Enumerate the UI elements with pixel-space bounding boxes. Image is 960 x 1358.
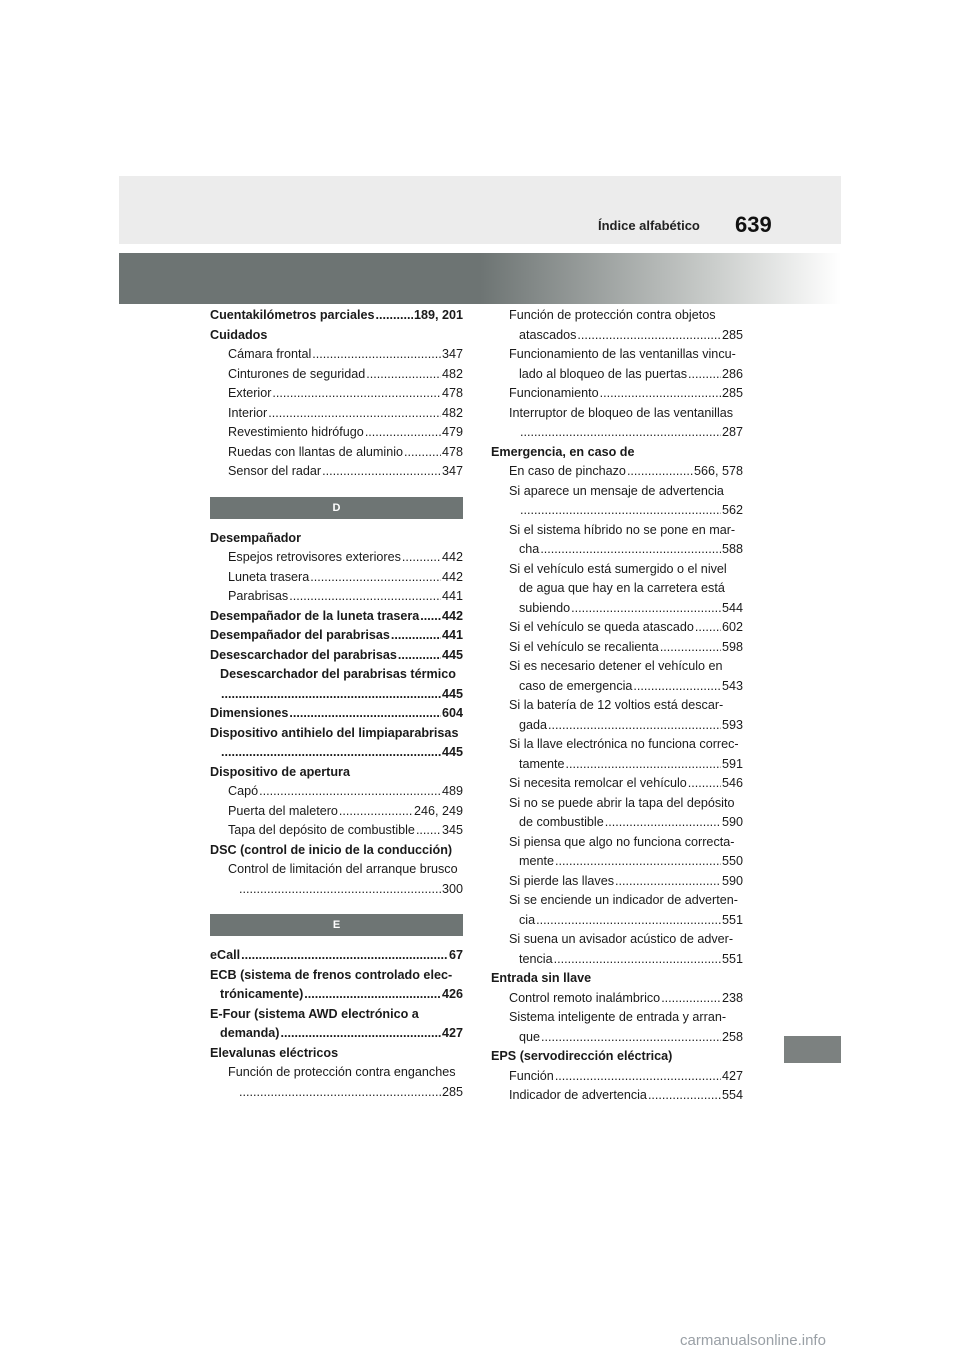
page-reference: 602 xyxy=(721,620,743,634)
entry-text: tamente xyxy=(519,756,565,771)
index-subentry xyxy=(491,911,743,931)
entry-text: Sensor del radar xyxy=(228,464,322,478)
entry-text: Funcionamiento de las ventanillas vincu- xyxy=(509,347,736,361)
dot-leader xyxy=(520,423,721,443)
index-entry xyxy=(210,1024,463,1044)
entry-text: Ruedas con llantas de aluminio xyxy=(228,444,404,459)
page-reference: 285 xyxy=(721,386,743,400)
entry-text: Cuidados xyxy=(210,327,268,342)
index-entry xyxy=(210,985,463,1005)
dot-leader xyxy=(536,911,721,931)
page-reference: 300 xyxy=(441,881,463,896)
index-entry xyxy=(210,665,463,685)
page-reference: 546 xyxy=(721,776,743,790)
entry-text: lado al bloqueo de las puertas xyxy=(519,366,688,381)
dot-leader xyxy=(398,646,441,666)
page-reference: 604 xyxy=(441,706,463,720)
entry-text: En caso de pinchazo xyxy=(509,464,626,478)
entry-text: Puerta del maletero xyxy=(228,803,338,818)
page-reference: 287 xyxy=(721,425,743,439)
index-subentry xyxy=(491,501,743,521)
entry-text: Interruptor de bloqueo de las ventanillas xyxy=(509,405,734,420)
entry-text: Si se enciende un indicador de adverten- xyxy=(509,893,738,907)
section-title: Índice alfabético xyxy=(598,218,700,233)
page-reference: 285 xyxy=(441,1084,463,1099)
entry-text: Indicador de advertencia xyxy=(509,1088,647,1102)
dot-leader xyxy=(310,568,441,588)
entry-text: Si piensa que algo no funciona correcta- xyxy=(509,834,735,849)
dot-leader xyxy=(366,365,441,385)
index-entry xyxy=(491,1047,743,1067)
index-subentry xyxy=(491,482,743,502)
entry-text: Función de protección contra enganches xyxy=(228,1065,456,1079)
page-reference: 543 xyxy=(721,678,743,693)
letter-heading: E xyxy=(210,914,463,936)
entry-text: Tapa del depósito de combustible xyxy=(228,823,415,837)
entry-text: tencia xyxy=(519,951,553,966)
dot-leader xyxy=(695,618,721,638)
page-number: 639 xyxy=(735,212,772,237)
entry-text: de combustible xyxy=(519,815,604,829)
entry-text: Elevalunas eléctricos xyxy=(210,1045,339,1060)
dot-leader xyxy=(312,345,441,365)
entry-text: Desempañador del parabrisas xyxy=(210,628,390,642)
dot-leader xyxy=(605,813,721,833)
page-reference: 445 xyxy=(441,647,463,662)
dot-leader xyxy=(541,1028,721,1048)
header-bar xyxy=(119,176,841,244)
index-entry xyxy=(210,306,463,326)
page-reference: 590 xyxy=(721,815,743,829)
page-reference: 285 xyxy=(721,327,743,342)
index-subentry xyxy=(210,404,463,424)
entry-text: Interior xyxy=(228,405,268,420)
index-subentry xyxy=(491,930,743,950)
dot-leader xyxy=(420,607,441,627)
page-reference: 478 xyxy=(441,386,463,400)
index-subentry xyxy=(491,794,743,814)
index-subentry xyxy=(210,345,463,365)
page-reference: 427 xyxy=(721,1068,743,1083)
dot-leader xyxy=(365,423,441,443)
dot-leader xyxy=(221,685,441,705)
entry-text: ECB (sistema de frenos controlado elec- xyxy=(210,967,453,982)
page-reference: 551 xyxy=(721,912,743,927)
entry-text: Si el vehículo se queda atascado xyxy=(509,620,694,634)
dot-leader xyxy=(404,443,441,463)
index-subentry xyxy=(491,1008,743,1028)
dot-leader xyxy=(402,548,441,568)
entry-text: Desescarchador del parabrisas térmico xyxy=(220,667,456,681)
index-subentry xyxy=(491,521,743,541)
index-subentry xyxy=(210,423,463,443)
entry-text: trónicamente) xyxy=(220,987,304,1001)
entry-text: Dimensiones xyxy=(210,706,289,720)
dot-leader xyxy=(555,1067,721,1087)
index-subentry xyxy=(210,880,463,900)
dot-leader xyxy=(259,782,441,802)
dot-leader xyxy=(660,638,721,658)
entry-text: Control de limitación del arranque brusco xyxy=(228,862,458,876)
dot-leader xyxy=(221,743,441,763)
entry-text: Si necesita remolcar el vehículo xyxy=(509,776,687,790)
index-entry xyxy=(210,646,463,666)
index-column-right xyxy=(491,306,743,1106)
page-reference: 489 xyxy=(441,784,463,798)
index-subentry xyxy=(491,404,743,424)
dot-leader xyxy=(540,540,721,560)
page-reference: 238 xyxy=(721,990,743,1005)
page-reference: 544 xyxy=(721,600,743,615)
page-reference: 441 xyxy=(441,628,463,642)
entry-text: de agua que hay en la carretera está xyxy=(519,581,725,595)
dot-leader xyxy=(661,989,721,1009)
page-reference: 189, 201 xyxy=(413,308,463,322)
page-reference: 566, 578 xyxy=(693,464,743,478)
index-subentry xyxy=(210,1063,463,1083)
entry-text: Capó xyxy=(228,784,259,798)
entry-text: Control remoto inalámbrico xyxy=(509,990,661,1005)
index-subentry xyxy=(491,365,743,385)
entry-text: E-Four (sistema AWD electrónico a xyxy=(210,1006,419,1021)
index-column-left xyxy=(210,306,463,1102)
index-entry xyxy=(210,1005,463,1025)
entry-text: Si es necesario detener el vehículo en xyxy=(509,659,723,673)
dot-leader xyxy=(627,462,693,482)
page-reference: 286 xyxy=(721,366,743,381)
entry-text: Dispositivo antihielo del limpiaparabrisas xyxy=(210,725,459,740)
watermark: carmanualsonline.info xyxy=(680,1332,826,1349)
index-entry xyxy=(491,969,743,989)
index-subentry xyxy=(210,384,463,404)
dot-leader xyxy=(566,755,721,775)
index-subentry xyxy=(491,813,743,833)
dot-leader xyxy=(633,677,721,697)
page-reference: 445 xyxy=(441,686,463,701)
page-reference: 591 xyxy=(721,756,743,771)
index-subentry xyxy=(210,587,463,607)
entry-text: Parabrisas xyxy=(228,589,289,603)
dot-leader xyxy=(615,872,721,892)
dot-leader xyxy=(688,365,721,385)
page-reference: 478 xyxy=(441,444,463,459)
dot-leader xyxy=(577,326,721,346)
dot-leader xyxy=(241,946,448,966)
entry-text: Cuentakilómetros parciales xyxy=(210,308,375,322)
entry-text: Si suena un avisador acústico de adver- xyxy=(509,932,734,946)
entry-text: Desempañador xyxy=(210,530,301,545)
dot-leader xyxy=(304,985,441,1005)
entry-text: demanda) xyxy=(220,1026,280,1040)
index-subentry xyxy=(491,852,743,872)
dot-leader xyxy=(322,462,441,482)
dot-leader xyxy=(239,880,441,900)
index-subentry xyxy=(491,638,743,658)
entry-text: Revestimiento hidrófugo xyxy=(228,425,364,439)
entry-text: Cinturones de seguridad xyxy=(228,366,366,381)
entry-text: caso de emergencia xyxy=(519,678,633,693)
dot-leader xyxy=(272,384,441,404)
entry-text: Si la llave electrónica no funciona correc- xyxy=(509,737,739,751)
dot-leader xyxy=(268,404,441,424)
page-reference: 67 xyxy=(448,948,463,962)
entry-text: DSC (control de inicio de la conducción) xyxy=(210,842,453,857)
entry-text: Desempañador de la luneta trasera xyxy=(210,608,420,623)
index-subentry xyxy=(491,677,743,697)
index-subentry xyxy=(210,860,463,880)
index-subentry xyxy=(210,782,463,802)
dot-leader xyxy=(548,716,721,736)
index-subentry xyxy=(210,443,463,463)
index-entry xyxy=(210,704,463,724)
entry-text: gada xyxy=(519,717,548,732)
index-subentry xyxy=(491,657,743,677)
page-reference: 427 xyxy=(441,1026,463,1040)
index-entry xyxy=(210,966,463,986)
index-subentry xyxy=(491,560,743,580)
entry-text: Si pierde las llaves xyxy=(509,873,614,888)
index-subentry xyxy=(491,326,743,346)
entry-text: cia xyxy=(519,912,536,927)
index-subentry xyxy=(491,1028,743,1048)
index-subentry xyxy=(210,365,463,385)
index-subentry xyxy=(491,716,743,736)
dot-leader xyxy=(520,501,721,521)
index-subentry xyxy=(210,802,463,822)
index-entry xyxy=(210,724,463,744)
index-entry xyxy=(210,529,463,549)
entry-text: Sistema inteligente de entrada y arran- xyxy=(509,1010,727,1024)
dot-leader xyxy=(280,1024,441,1044)
page-reference: 482 xyxy=(441,366,463,381)
entry-text: EPS (servodirección eléctrica) xyxy=(491,1049,673,1063)
index-entry xyxy=(210,841,463,861)
index-subentry xyxy=(491,462,743,482)
index-subentry xyxy=(491,696,743,716)
entry-text: Luneta trasera xyxy=(228,569,310,584)
dot-leader xyxy=(339,802,413,822)
index-subentry xyxy=(491,950,743,970)
page-reference: 479 xyxy=(441,425,463,439)
dot-leader xyxy=(600,384,721,404)
index-subentry xyxy=(491,306,743,326)
dot-leader xyxy=(555,852,721,872)
index-subentry xyxy=(491,774,743,794)
header-gradient-band xyxy=(119,253,841,304)
entry-text: Si aparece un mensaje de advertencia xyxy=(509,483,724,498)
dot-leader xyxy=(554,950,721,970)
index-subentry xyxy=(210,548,463,568)
index-subentry xyxy=(491,540,743,560)
index-entry xyxy=(210,1044,463,1064)
dot-leader xyxy=(239,1083,441,1103)
dot-leader xyxy=(416,821,441,841)
page-reference: 426 xyxy=(441,987,463,1001)
entry-text: Desescarchador del parabrisas xyxy=(210,647,397,662)
page-reference: 347 xyxy=(441,464,463,478)
page-reference: 442 xyxy=(441,569,463,584)
letter-heading: D xyxy=(210,497,463,519)
index-subentry xyxy=(491,423,743,443)
page-reference: 442 xyxy=(441,550,463,564)
entry-text: Función de protección contra objetos xyxy=(509,308,716,322)
entry-text: Función xyxy=(509,1068,554,1083)
index-subentry xyxy=(491,891,743,911)
page-reference: 246, 249 xyxy=(413,803,463,818)
dot-leader xyxy=(571,599,721,619)
entry-text: Espejos retrovisores exteriores xyxy=(228,550,401,564)
index-subentry xyxy=(210,568,463,588)
entry-text: Cámara frontal xyxy=(228,347,312,361)
entry-text: eCall xyxy=(210,948,241,962)
page-reference: 441 xyxy=(441,589,463,603)
entry-text: atascados xyxy=(519,327,577,342)
index-entry xyxy=(210,946,463,966)
index-entry xyxy=(210,743,463,763)
dot-leader xyxy=(648,1086,721,1106)
index-entry xyxy=(210,626,463,646)
entry-text: cha xyxy=(519,542,540,556)
index-subentry xyxy=(210,462,463,482)
entry-text: Exterior xyxy=(228,386,272,400)
index-subentry xyxy=(491,872,743,892)
section-thumb-tab xyxy=(784,1036,841,1063)
index-subentry xyxy=(491,384,743,404)
dot-leader xyxy=(289,587,441,607)
page-reference: 482 xyxy=(441,405,463,420)
entry-text: Funcionamiento xyxy=(509,386,599,400)
index-subentry xyxy=(491,1086,743,1106)
entry-text: subiendo xyxy=(519,600,571,615)
index-subentry xyxy=(491,345,743,365)
page-reference: 258 xyxy=(721,1029,743,1044)
section-spacer xyxy=(210,482,463,497)
entry-text: Si el vehículo está sumergido o el nivel xyxy=(509,561,727,576)
index-subentry xyxy=(491,618,743,638)
entry-text: Dispositivo de apertura xyxy=(210,764,350,779)
entry-text: Emergencia, en caso de xyxy=(491,444,635,459)
index-subentry xyxy=(210,821,463,841)
dot-leader xyxy=(688,774,721,794)
entry-text: Si la batería de 12 voltios está descar- xyxy=(509,698,724,712)
index-subentry xyxy=(210,1083,463,1103)
dot-leader xyxy=(391,626,441,646)
page-reference: 442 xyxy=(441,608,463,623)
page-reference: 598 xyxy=(721,639,743,654)
index-subentry xyxy=(491,735,743,755)
entry-text: Si no se puede abrir la tapa del depósito xyxy=(509,795,735,810)
page-reference: 445 xyxy=(441,745,463,759)
index-entry xyxy=(210,326,463,346)
page-reference: 347 xyxy=(441,347,463,361)
page-reference: 588 xyxy=(721,542,743,556)
dot-leader xyxy=(289,704,441,724)
entry-text: que xyxy=(519,1029,541,1044)
page-reference: 590 xyxy=(721,873,743,888)
index-entry xyxy=(210,685,463,705)
index-entry xyxy=(210,607,463,627)
index-subentry xyxy=(491,1067,743,1087)
page-reference: 345 xyxy=(441,823,463,837)
section-spacer xyxy=(210,899,463,914)
index-subentry xyxy=(491,755,743,775)
entry-text: Entrada sin llave xyxy=(491,971,592,985)
entry-text: Si el sistema híbrido no se pone en mar- xyxy=(509,522,736,537)
page-reference: 550 xyxy=(721,854,743,868)
index-subentry xyxy=(491,833,743,853)
index-subentry xyxy=(491,599,743,619)
page-reference: 562 xyxy=(721,503,743,517)
page-reference: 593 xyxy=(721,717,743,732)
index-entry xyxy=(491,443,743,463)
page-reference: 554 xyxy=(721,1088,743,1102)
index-subentry xyxy=(491,579,743,599)
index-subentry xyxy=(491,989,743,1009)
dot-leader xyxy=(375,306,412,326)
page-reference: 551 xyxy=(721,951,743,966)
index-entry xyxy=(210,763,463,783)
entry-text: Si el vehículo se recalienta xyxy=(509,639,659,654)
entry-text: mente xyxy=(519,854,555,868)
